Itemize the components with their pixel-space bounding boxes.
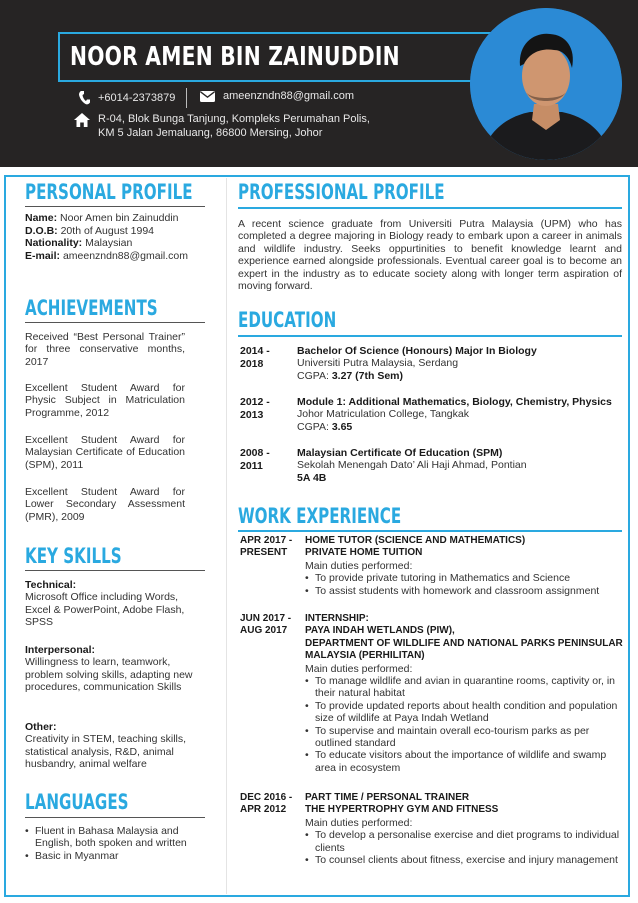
phone-contact [78, 90, 175, 106]
dob-label: D.O.B: [25, 224, 58, 237]
organization: PRIVATE HOME TUITION [305, 547, 423, 559]
skill-text: Willingness to learn, teamwork, problem solving skills, adapting new procedures, communication Skills [25, 656, 193, 694]
achievement-item: Excellent Student Award for Lower Secondary Assessment (PMR), 2009 [25, 486, 185, 523]
email-value: ameenzndn88@gmail.com [62, 249, 188, 262]
key-skills-rule [25, 570, 205, 571]
duty-item: • To provide updated reports about health condition and population size of wildlife at Paya Indah Wetland [305, 700, 627, 725]
achievement-item: Excellent Student Award for Malaysian Certificate of Education (SPM), 2011 [25, 434, 185, 471]
skill-heading: Technical: [25, 579, 77, 591]
duty-item: • To develop a personalise exercise and diet programs to individual clients [305, 829, 627, 854]
language-item: • Basic in Myanmar [25, 850, 205, 862]
degree: Bachelor Of Science (Honours) Major In Biology [297, 345, 537, 357]
work-experience-rule [238, 530, 622, 532]
languages-rule [25, 817, 205, 818]
school: Sekolah Menengah Dato’ Ali Haji Ahmad, Pontian [297, 459, 527, 472]
skill-text: Microsoft Office including Words, Excel & PowerPoint, Adobe Flash, SPSS [25, 591, 185, 629]
achievement-item: Excellent Student Award for Physic Subject in Matriculation Programme, 2012 [25, 382, 185, 419]
date-end: APR 2012 [240, 804, 287, 816]
name-box [58, 32, 505, 82]
duty-item: • To manage wildlife and avian in quarantine rooms, captivity or, in their natural habitat [305, 675, 627, 700]
work-dates [240, 613, 291, 638]
duties-label: Main duties performed: [305, 559, 413, 572]
personal-profile-rule [25, 206, 205, 207]
achievements-title: ACHIEVEMENTS [25, 296, 158, 320]
resume-header [0, 0, 638, 167]
duties-label: Main duties performed: [305, 816, 413, 829]
profile-photo [470, 8, 622, 160]
date-end: AUG 2017 [240, 625, 288, 637]
skill-group [25, 721, 203, 771]
address-line-2: KM 5 Jalan Jemaluang, 86800 Mersing, Johor [98, 127, 323, 139]
work-experience-title: WORK EXPERIENCE [238, 504, 402, 528]
duty-item: • To assist students with homework and classroom assignment [305, 585, 627, 597]
skill-heading: Other: [25, 721, 57, 733]
date-start: DEC 2016 - [240, 792, 293, 803]
skill-group [25, 644, 203, 694]
years-end: 2011 [240, 459, 263, 472]
skill-text: Creativity in STEM, teaching skills, statistical analysis, R&D, animal husbandry, animal welfare [25, 733, 187, 771]
contact-separator [186, 88, 187, 108]
phone-icon [78, 90, 90, 106]
education-years [240, 345, 270, 370]
name-label: Name: [25, 212, 58, 224]
email-address: ameenzndn88@gmail.com [223, 90, 355, 102]
nationality-value: Malaysian [85, 237, 133, 250]
professional-profile-title: PROFESSIONAL PROFILE [238, 180, 445, 204]
column-divider [226, 178, 227, 894]
result-label: CGPA: [297, 369, 332, 382]
address-contact [74, 112, 370, 140]
result: 5A 4B [297, 471, 327, 484]
address-line-1: R-04, Blok Bunga Tanjung, Kompleks Perumahan Polis, [98, 113, 370, 125]
duties-label: Main duties performed: [305, 662, 413, 675]
nationality-label: Nationality: [25, 237, 83, 250]
years-start: 2012 - [240, 396, 270, 408]
years-end: 2018 [240, 357, 264, 370]
result: 3.27 (7th Sem) [331, 369, 404, 382]
years-start: 2014 - [240, 345, 270, 357]
education-years [240, 396, 270, 421]
work-entry [305, 792, 627, 866]
skill-group [25, 579, 203, 629]
achievement-item: Received “Best Personal Trainer” for three conservative months, 2017 [25, 331, 185, 368]
organization-department: DEPARTMENT OF WILDLIFE AND NATIONAL PARKS PENINSULAR MALAYSIA (PERHILITAN) [305, 637, 623, 662]
languages-title: LANGUAGES [25, 790, 129, 814]
date-start: JUN 2017 - [240, 613, 292, 624]
school: Johor Matriculation College, Tangkak [297, 408, 469, 421]
email-label: E-mail: [25, 249, 61, 262]
date-end: PRESENT [240, 547, 288, 559]
languages-list [25, 825, 205, 862]
years-start: 2008 - [240, 447, 270, 459]
education-years [240, 447, 270, 472]
education-title: EDUCATION [238, 308, 337, 332]
work-dates [240, 792, 292, 817]
school: Universiti Putra Malaysia, Serdang [297, 357, 459, 370]
result: 3.65 [331, 420, 353, 433]
degree: Malaysian Certificate Of Education (SPM) [297, 447, 503, 459]
years-end: 2013 [240, 408, 264, 421]
result-label: CGPA: [297, 420, 332, 433]
duty-item: • To provide private tutoring in Mathematics and Science [305, 572, 627, 584]
date-start: APR 2017 - [240, 535, 293, 546]
degree: Module 1: Additional Mathematics, Biology, Chemistry, Physics [297, 396, 612, 408]
mail-icon [200, 91, 215, 102]
achievements-rule [25, 322, 205, 323]
education-entry [297, 396, 627, 433]
professional-profile-rule [238, 207, 622, 209]
language-item: • Fluent in Bahasa Malaysia and English, both spoken and written [25, 825, 205, 850]
role: INTERNSHIP: [305, 613, 369, 624]
duty-item: • To counsel clients about fitness, exercise and injury management [305, 854, 627, 866]
organization: PAYA INDAH WETLANDS (PIW), [305, 625, 455, 637]
full-name: NOOR AMEN BIN ZAINUDDIN [70, 42, 400, 72]
personal-profile-details [25, 212, 215, 262]
email-contact [200, 90, 354, 102]
education-entry [297, 447, 627, 484]
dob-value: 20th of August 1994 [60, 224, 155, 237]
role: HOME TUTOR (SCIENCE AND MATHEMATICS) [305, 535, 526, 546]
duty-item: • To educate visitors about the importance of wildlife and swamp area in ecosystem [305, 749, 627, 774]
phone-number: +6014-2373879 [98, 92, 176, 104]
duty-item: • To supervise and maintain overall eco-tourism parks as per outlined standard [305, 725, 627, 750]
name-value: Noor Amen bin Zainuddin [60, 212, 179, 224]
key-skills-title: KEY SKILLS [25, 544, 122, 568]
work-dates [240, 535, 292, 560]
education-entry [297, 345, 627, 382]
organization: THE HYPERTROPHY GYM AND FITNESS [305, 804, 499, 816]
work-entry [305, 613, 627, 774]
education-rule [238, 335, 622, 337]
role: PART TIME / PERSONAL TRAINER [305, 792, 470, 803]
professional-profile-text: A recent science graduate from Universiti Putra Malaysia (UPM) who has completed a degree majoring in Biology ready to embark upon a career in animals and wildlife industry. Seeks oppurtinities to benefit knowledge learnt and experience earned alongside professionals. Eventual career goal is to become an expert in the industry as to educate society along with longer term aspiration of moving forward. [238, 218, 622, 293]
personal-profile-title: PERSONAL PROFILE [25, 180, 193, 204]
home-icon [74, 113, 90, 127]
work-entry [305, 535, 627, 597]
skill-heading: Interpersonal: [25, 644, 96, 656]
